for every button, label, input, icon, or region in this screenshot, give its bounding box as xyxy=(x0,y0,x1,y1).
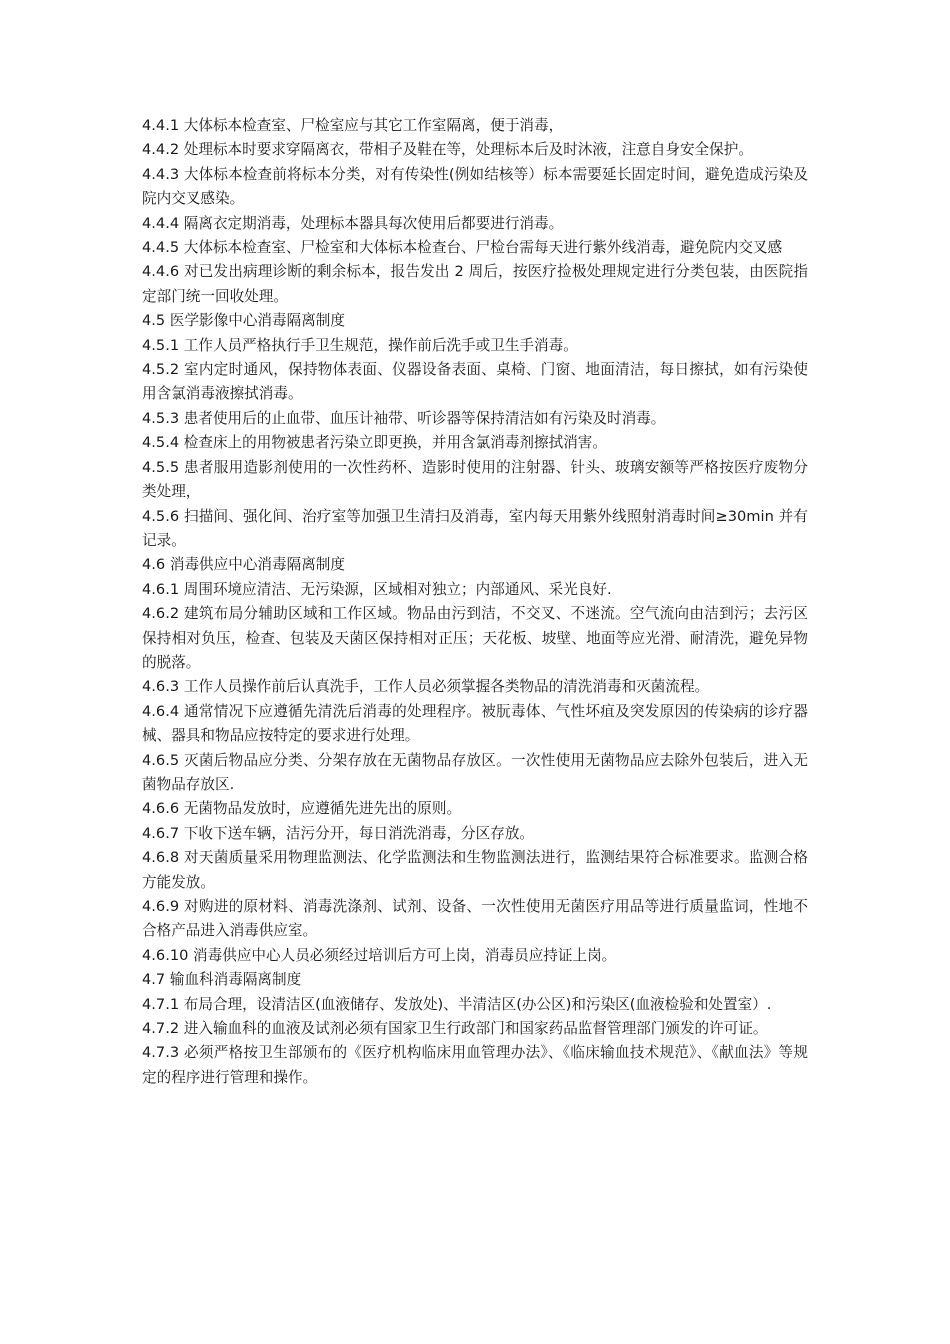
paragraph-4-6-8: 4.6.8 对天菌质量采用物理监测法、化学监测法和生物监测法进行，监测结果符合标准要求。监测合格方能发放。 xyxy=(142,849,808,891)
paragraph-4-6-10: 4.6.10 消毒供应中心人员必须经过培训后方可上岗，消毒员应持证上岗。 xyxy=(142,946,617,964)
paragraph-4-6-9: 4.6.9 对购进的原材料、消毒洗涤剂、试剂、设备、一次性使用无菌医疗用品等进行质量监词，性地不合格产品进入消毒供应室。 xyxy=(142,898,808,940)
paragraph-4-6-4: 4.6.4 通常情况下应遵循先清洗后消毒的处理程序。被朊毒体、气性坏疽及突发原因的传染病的诊疗器械、器具和物品应按特定的要求进行处理。 xyxy=(142,702,808,745)
paragraph-4-6-7: 4.6.7 下收下送车辆，洁污分开，每日消洗消毒，分区存放。 xyxy=(142,824,535,842)
paragraph-4-6-1: 4.6.1 周围环境应清洁、无污染源，区域相对独立；内部通风、采光良好. xyxy=(142,580,612,598)
paragraph-4-5-4: 4.5.4 检查床上的用物被患者污染立即更换，并用含氯消毒剂擦拭消害。 xyxy=(142,434,607,452)
paragraph-4-4-2: 4.4.2 处理标本时要求穿隔离衣，带相子及鞋在等，处理标本后及时沐液，注意自身安全保护。 xyxy=(142,141,753,159)
paragraph-4-4-3: 4.4.3 大体标本检查前将标本分类，对有传染性(例如结核等）标本需要延长固定时间，避免造成污染及院内交叉感染。 xyxy=(142,165,808,208)
section-heading-4-6: 4.6 消毒供应中心消毒隔离制度 xyxy=(142,556,345,574)
paragraph-4-6-6: 4.6.6 无菌物品发放时，应遵循先进先出的原则。 xyxy=(142,800,462,818)
paragraph-4-6-5: 4.6.5 灭菌后物品应分类、分架存放在无菌物品存放区。一次性使用无菌物品应去除外包装后，进入无菌物品存放区. xyxy=(142,751,808,793)
paragraph-4-4-1: 4.4.1 大体标本检查室、尸检室应与其它工作室隔离，便于消毒， xyxy=(142,117,564,134)
document-body xyxy=(142,114,808,1090)
paragraph-4-4-5: 4.4.5 大体标本检查室、尸检室和大体标本检查台、尸检台需每天进行紫外线消毒，避免院内交叉感 xyxy=(142,239,783,257)
paragraph-4-7-2: 4.7.2 进入输血科的血液及试剂必须有国家卫生行政部门和国家药品监督管理部门颁发的许可证。 xyxy=(142,1020,768,1038)
paragraph-4-5-3: 4.5.3 患者使用后的止血带、血压计袖带、听诊器等保持清洁如有污染及时消毒。 xyxy=(142,409,666,427)
paragraph-4-6-3: 4.6.3 工作人员操作前后认真洗手，工作人员必须掌握各类物品的清洗消毒和灭菌流程。 xyxy=(142,678,710,696)
paragraph-4-5-5: 4.5.5 患者服用造影剂使用的一次性药杯、造影时使用的注射器、针头、玻璃安额等严格按医疗废物分类处理， xyxy=(142,458,808,501)
paragraph-4-7-3: 4.7.3 必须严格按卫生部颁布的《医疗机构临床用血管理办法》、《临床输血技术规范》、《献血法》等规定的程序进行管理和操作。 xyxy=(142,1044,808,1086)
paragraph-4-4-6: 4.4.6 对已发出病理诊断的剩余标本，报告发出 2 周后，按医疗捡极处理规定进行分类包装，由医院指定部门统一回收处理。 xyxy=(142,263,808,305)
paragraph-4-7-1: 4.7.1 布局合理，设清洁区(血液储存、发放处)、半清洁区(办公区)和污染区(血液检验和处置室）. xyxy=(142,995,772,1013)
paragraph-4-5-2: 4.5.2 室内定时通风，保持物体表面、仪器设备表面、桌椅、门窗、地面清洁，每日擦拭，如有污染使用含氯消毒液擦拭消毒。 xyxy=(142,361,808,403)
paragraph-4-4-4: 4.4.4 隔离衣定期消毒，处理标本器具每次使用后都要进行消毒。 xyxy=(142,214,564,232)
paragraph-4-5-6: 4.5.6 扫描间、强化间、治疗室等加强卫生清扫及消毒，室内每天用紫外线照射消毒时间≥30min 并有记录。 xyxy=(142,507,808,549)
paragraph-4-5-1: 4.5.1 工作人员严格执行手卫生规范，操作前后洗手或卫生手消毒。 xyxy=(142,336,578,354)
section-heading-4-7: 4.7 输血科消毒隔离制度 xyxy=(142,971,302,989)
paragraph-4-6-2: 4.6.2 建筑布局分辅助区域和工作区域。物品由污到洁，不交叉、不迷流。空气流向由洁到污；去污区保持相对负压，检查、包装及天菌区保持相对正压；天花板、坡壁、地面等应光滑、耐清洗，避免异物的脱落。 xyxy=(142,605,808,671)
section-heading-4-5: 4.5 医学影像中心消毒隔离制度 xyxy=(142,312,345,330)
